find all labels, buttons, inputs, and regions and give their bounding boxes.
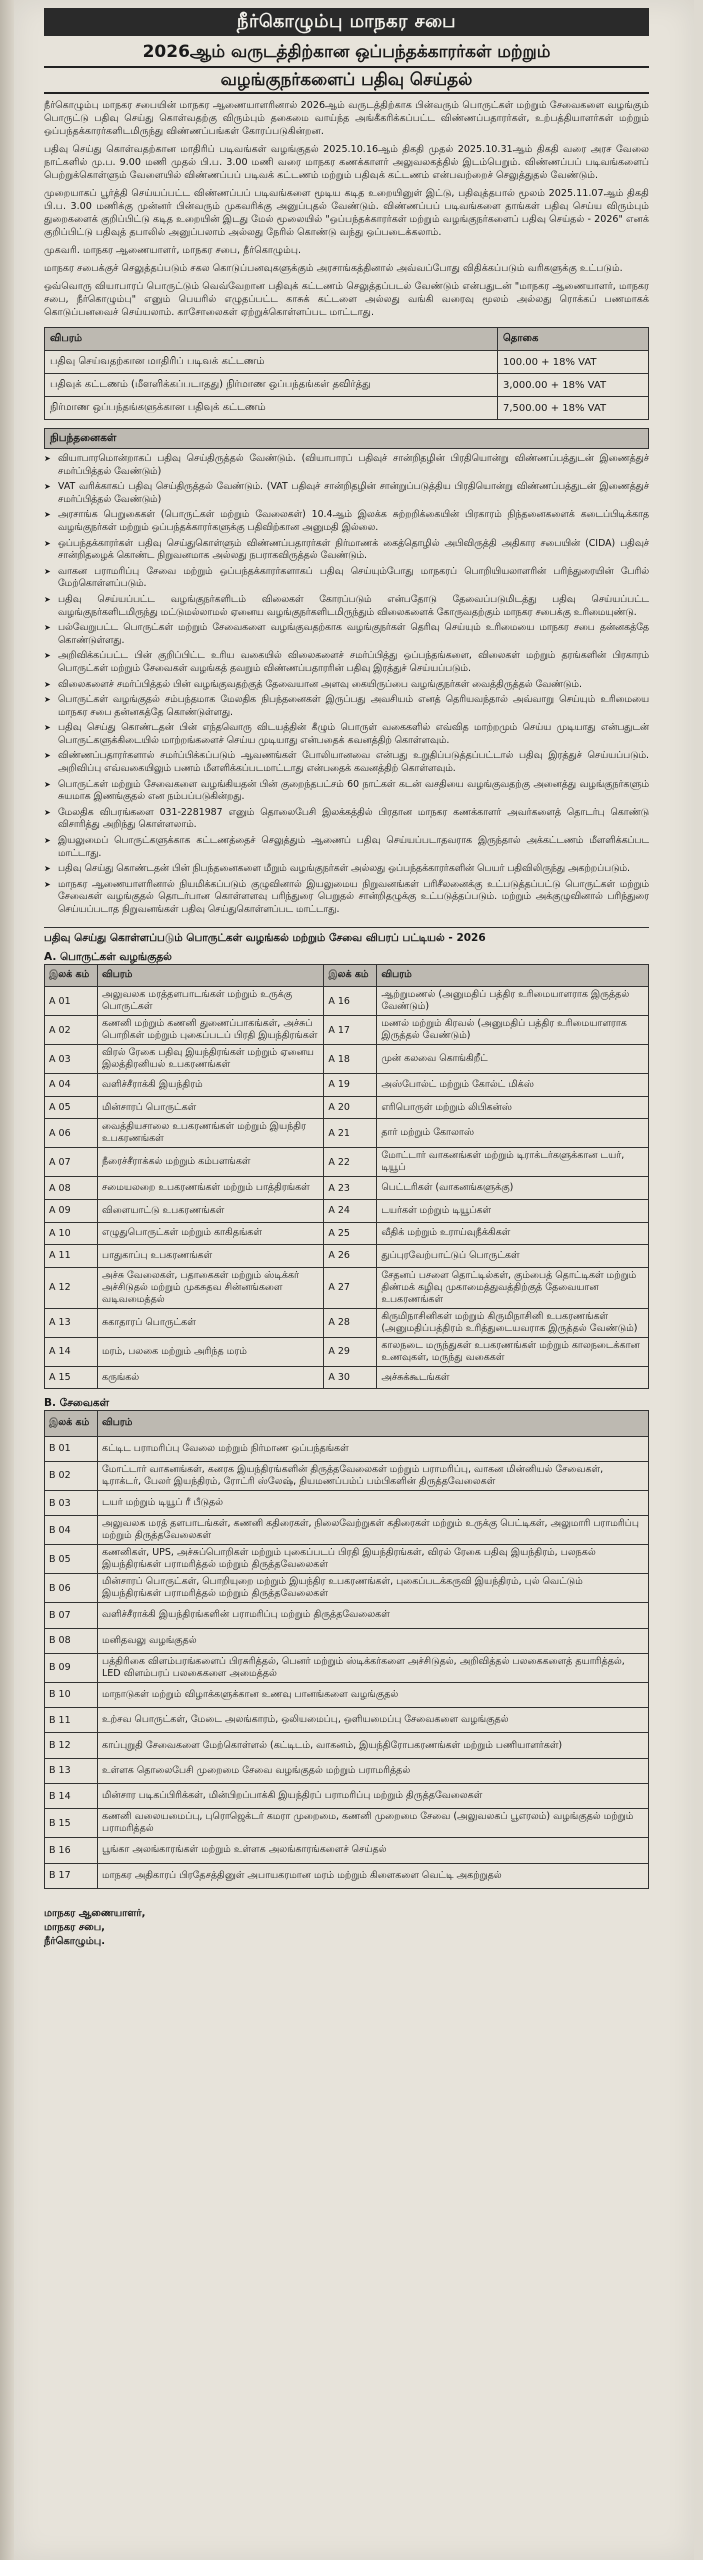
goods-desc: வைத்தியசாலை உபகரணங்கள் மற்றும் இயந்திர உபகரணங்கள் — [98, 1119, 324, 1148]
goods-col-desc: விபரம் — [98, 964, 324, 987]
services-code: B 02 — [45, 1461, 98, 1490]
goods-desc: விரல் ரேகை பதிவு இயந்திரங்கள் மற்றும் ஏனைய இலத்திரனியல் உபகரணங்கள் — [98, 1045, 324, 1074]
services-desc: கணனிகள், UPS, அச்சுப்பொறிகள் மற்றும் புகைப்படப் பிரதி இயந்திரங்கள், விரல் ரேகை பதிவு இயந்திரம், பலநகல் இயந்திரங்கள் பராமரித்தல் மற்றும் திருத்தவேலைகள் — [98, 1545, 649, 1574]
services-table — [44, 1410, 649, 1889]
services-code: B 11 — [45, 1708, 98, 1733]
goods-table-body — [45, 987, 649, 1389]
services-col-code: இலக் கம் — [45, 1411, 98, 1436]
goods-desc: கணனி மற்றும் கணனி துணைப்பாகங்கள், அச்சுப் பொறிகள் மற்றும் புகைப்படப் பிரதி இயந்திரங்கள் — [98, 1016, 324, 1045]
goods-row — [45, 1045, 649, 1074]
conditions-list — [44, 453, 649, 917]
goods-code: A 18 — [324, 1045, 377, 1074]
condition-item: ➤ அறிவிக்கப்பட்ட பின் குறிப்பிட்ட உரிய வகையில் விலைகளைச் சமர்ப்பித்து ஒப்பந்தங்களை, விலைகள் மற்றும் தரங்களின் பிரகாரம் பொருட்கள் மற்றும் சேவைகள் வழங்கத் தவறும் விண்ணப்பதாரரின் பதிவு இரத்துச் செய்யப்படும். — [44, 650, 649, 675]
goods-code: A 12 — [45, 1267, 98, 1308]
goods-row — [45, 1096, 649, 1119]
goods-code: A 07 — [45, 1148, 98, 1177]
goods-table-header — [45, 964, 649, 987]
services-col-desc: விபரம் — [98, 1411, 649, 1436]
goods-desc: தார் மற்றும் கோலாஸ் — [377, 1119, 649, 1148]
services-code: B 03 — [45, 1490, 98, 1515]
services-table-header — [45, 1411, 649, 1436]
notice-content — [44, 8, 649, 1949]
goods-code: A 24 — [324, 1199, 377, 1222]
signature-line: மாநகர சபை, — [44, 1921, 105, 1933]
services-row — [45, 1682, 649, 1707]
goods-desc: காலநடை மருந்துகள் உபகரணங்கள் மற்றும் காலநடைக்கான உணவுகள், மருந்து வகைகள் — [377, 1337, 649, 1366]
goods-row — [45, 987, 649, 1016]
services-desc: மோட்டார் வாகனங்கள், கனரக இயந்திரங்களின் திருத்தவேலைகள் மற்றும் பராமரிப்பு, வாகன மின்னியல் சேவைகள், டிராக்டர், பேலர் இயந்திரம், ரோட்ரி ஸ்லேஷ், நியமணப்பம்ப் பம்பிகளின் திருத்தவேலைகள் — [98, 1461, 649, 1490]
page-edge — [0, 0, 14, 2560]
goods-table — [44, 964, 649, 1390]
notice-title-line1: 2026ஆம் வருடத்திற்கான ஒப்பந்தக்காரர்கள் மற்றும் — [142, 42, 551, 62]
condition-item: ➤ பதிவு செய்து கொண்டதன் பின் நிபந்தனைகளை மீறும் வழங்குநர்கள் அல்லது ஒப்பந்தக்காரர்களின் பெயர் பதிவிலிருந்து அகற்றப்படும். — [44, 863, 649, 876]
services-row — [45, 1490, 649, 1515]
goods-code: A 04 — [45, 1074, 98, 1097]
services-row — [45, 1758, 649, 1783]
goods-code: A 10 — [45, 1222, 98, 1245]
goods-desc: அச்சுக்கூடங்கள் — [377, 1366, 649, 1389]
goods-desc: முன் கலவை கொங்கிறீட் — [377, 1045, 649, 1074]
services-code: B 12 — [45, 1733, 98, 1758]
fee-table — [44, 327, 649, 420]
goods-desc: சேதனப் பசளை தொட்டில்கள், கும்பைத் தொட்டிகள் மற்றும் திண்மக் கழிவு முகாமைத்துவத்திற்குத் தேவையான உபகரணங்கள் — [377, 1267, 649, 1308]
fee-col-desc: விபரம் — [45, 328, 498, 351]
services-desc: கட்டிட பராமரிப்பு வேலை மற்றும் நிர்மாண ஒப்பந்தங்கள் — [98, 1436, 649, 1461]
condition-item: ➤ பொருட்கள் மற்றும் சேவைகளை வழங்கியதன் பின் குறைந்தபட்சம் 60 நாட்கள் கடன் வசதியை வழங்குவதற்கு அனைத்து வழங்குநர்களும் சுயமாக இணங்குதல் என நம்பப்படுகின்றது. — [44, 779, 649, 804]
condition-item: ➤ மாநகர ஆணையாளரினால் நியமிக்கப்படும் குழுவினால் இயலுமைய நிறுவனங்கள் பரிசீலனைக்கு உட்படுத்தப்பட்டு பொருட்கள் மற்றும் சேவைகள் வழங்குதல் தொடர்பான கொள்ளளவு பரிந்துரை பெறுதல் சான்றிதழுக்கு உட்படுத்தப்படும். மற்றும் அக்குழுவினால் பரிந்துரை செய்யப்படாத நிறுவனங்கள் பதிவு செய்துகொள்ளப்பட மாட்டாது. — [44, 879, 649, 917]
goods-code: A 11 — [45, 1245, 98, 1268]
condition-item: ➤ VAT வரிக்காகப் பதிவு செய்திருத்தல் வேண்டும். (VAT பதிவுச் சான்றிதழின் சான்றுப்படுத்திய பிரதியொன்று விண்ணப்பத்துடன் இணைத்துச் சமர்ப்பித்தல் வேண்டும்) — [44, 481, 649, 506]
goods-desc: எரிபொருள் மற்றும் லிபிகன்ஸ் — [377, 1096, 649, 1119]
goods-row — [45, 1148, 649, 1177]
goods-desc: கிருமிநாசினிகள் மற்றும் கிருமிநாசினி உபகரணங்கள் (அனுமதிப்பத்திரம் உரித்துடையவராக இருத்தல் வேண்டும்) — [377, 1308, 649, 1337]
condition-item: ➤ இயலுமைப் பொருட்களுக்காக கட்டணத்தைச் செலுத்தும் ஆணைப் பதிவு செய்யப்படாதவராக இருந்தால் அக்கட்டணம் மீளளிக்கப்பட மாட்டாது. — [44, 835, 649, 860]
condition-item: ➤ விண்ணப்பதாரர்களால் சமர்ப்பிக்கப்படும் ஆவணங்கள் போலியானவை என்பது உறுதிப்படுத்தப்பட்டால் பதிவு இரத்துச் செய்யப்படும். அறிவிப்பு எவ்வகையிலும் பணம் மீளளிக்கப்படமாட்டாது என்பதைக் கவனத்திற் கொள்ளவும். — [44, 750, 649, 775]
part-a-title: A. பொருட்கள் வழங்குதல் — [44, 950, 172, 963]
goods-code: A 26 — [324, 1245, 377, 1268]
goods-desc: சுகாதாரப் பொருட்கள் — [98, 1308, 324, 1337]
services-table-body — [45, 1436, 649, 1888]
fee-desc: பதிவு செய்வதற்கான மாதிரிப் படிவக் கட்டணம் — [45, 351, 498, 374]
signature-block — [44, 1907, 649, 1949]
goods-code: A 02 — [45, 1016, 98, 1045]
submission-paragraph: முறையாகப் பூர்த்தி செய்யப்பட்ட விண்ணப்பப் படிவங்களை மூடிய கடித உறையினுள் இட்டு, பதிவுத்தபால் மூலம் 2025.11.07ஆம் திகதி பி.ப. 3.00 மணிக்கு முன்னர் பின்வரும் முகவரிக்கு அனுப்புதல் வேண்டும். விண்ணப்பப் படிவங்களை தாங்கள் பதிவு செய்ய விரும்பும் துறைகளைக் குறிப்பிட்டு கடித உறையின் இடது மேல் மூலையில் "ஒப்பந்தக்காரர்கள் மற்றும் வழங்குநர்களைப் பதிவு செய்தல் - 2026" எனக் குறிப்பிட்டு பதிவுத் தபாலில் அனுப்பலாம் அல்லது நேரில் கொண்டு வந்து ஒப்படைக்கலாம். — [44, 188, 649, 238]
goods-row — [45, 1267, 649, 1308]
services-row — [45, 1516, 649, 1545]
services-row — [45, 1733, 649, 1758]
goods-desc: டயர்கள் மற்றும் டியூப்கள் — [377, 1199, 649, 1222]
condition-item: ➤ வியாபாரமொன்றாகப் பதிவு செய்திருத்தல் வேண்டும். (வியாபாரப் பதிவுச் சான்றிதழின் பிரதியொன்று விண்ணப்பத்துடன் இணைத்துச் சமர்ப்பித்தல் வேண்டும்) — [44, 453, 649, 478]
services-row — [45, 1574, 649, 1603]
condition-item: ➤ பல்வேறுபட்ட பொருட்கள் மற்றும் சேவைகளை வழங்குவதற்காக வழங்குநர்கள் தெரிவு செய்யும் உரிமையை மாநகர சபை தன்னகத்தே கொண்டுள்ளது. — [44, 622, 649, 647]
services-code: B 09 — [45, 1653, 98, 1682]
signature-line: நீர்கொழும்பு. — [44, 1935, 106, 1947]
goods-desc: விளையாட்டு உபகரணங்கள் — [98, 1199, 324, 1222]
payment-paragraph: ஒவ்வொரு வியாபாரப் பொருட்டும் வெவ்வேறான பதிவுக் கட்டணம் செலுத்தப்படல் வேண்டும் என்பதுடன் "மாநகர ஆணையாளர், மாநகர சபை, நீர்கொழும்பு" எனும் பெயரில் எழுதப்பட்ட காசுக் கட்டளை அல்லது வங்கி வரைவு மூலம் அல்லது ரொக்கப் பணமாகக் கொடுப்பனவைச் செய்யலாம். காசோலைகள் ஏற்றுக்கொள்ளப்பட மாட்டாது. — [44, 281, 649, 318]
goods-row — [45, 1074, 649, 1097]
goods-code: A 20 — [324, 1096, 377, 1119]
fee-row — [45, 351, 649, 374]
services-desc: மின்சாரப் பொருட்கள், பொறியுறை மற்றும் இயந்திர உபகரணங்கள், புகைப்படக்கருவி இயந்திரம், புல் வெட்டும் இயந்திரங்கள் பராமரித்தல் மற்றும் திருத்தவேலைகள் — [98, 1574, 649, 1603]
services-desc: கணனி வலையமைப்பு, புரொஜெக்டர் கமரா முறைமை, கணனி முறைமை சேவை (அலுவலகப் பூஎரலம்) வழங்குதல் மற்றும் பராமரித்தல் — [98, 1809, 649, 1838]
goods-desc: மின்சாரப் பொருட்கள் — [98, 1096, 324, 1119]
goods-code: A 06 — [45, 1119, 98, 1148]
services-desc: மின்சார படிகப்பிரிக்கள், மின்பிறப்பாக்கி இயந்திரப் பராமரிப்பு மற்றும் திருத்தவேலைகள் — [98, 1784, 649, 1809]
fee-table-header — [45, 328, 649, 351]
goods-code: A 01 — [45, 987, 98, 1016]
services-desc: மனிதவலு வழங்குதல் — [98, 1628, 649, 1653]
services-row — [45, 1863, 649, 1888]
services-desc: காப்புறுதி சேவைகளை மேற்கொள்ளல் (கட்டிடம், வாகனம், இயந்திரோபகரணங்கள் மற்றும் பணியாளர்கள்) — [98, 1733, 649, 1758]
fee-row — [45, 397, 649, 420]
goods-desc: அச்சு வேலைகள், பதாகைகள் மற்றும் ஸ்டிக்கர் அச்சிடுதல் மற்றும் முகசுதவ சின்னங்களை வடிவமைத்தல் — [98, 1267, 324, 1308]
goods-desc: வீதிக் மற்றும் உராய்வுநீக்கிகள் — [377, 1222, 649, 1245]
goods-col-code: இலக் கம் — [324, 964, 377, 987]
notice-paper — [14, 0, 694, 2560]
services-code: B 10 — [45, 1682, 98, 1707]
goods-row — [45, 1119, 649, 1148]
goods-code: A 19 — [324, 1074, 377, 1097]
goods-row — [45, 1366, 649, 1389]
goods-row — [45, 1245, 649, 1268]
services-desc: டயர் மற்றும் டியூப் ரீ பீடுதல் — [98, 1490, 649, 1515]
address-paragraph: முகவரி. மாநகர ஆணையாளர், மாநகர சபை, நீர்கொழும்பு. — [44, 245, 302, 256]
services-row — [45, 1784, 649, 1809]
fee-amount: 100.00 + 18% VAT — [498, 351, 649, 374]
goods-code: A 29 — [324, 1337, 377, 1366]
goods-row — [45, 1177, 649, 1200]
goods-code: A 23 — [324, 1177, 377, 1200]
services-row — [45, 1603, 649, 1628]
goods-desc: சமையலறை உபகரணங்கள் மற்றும் பாத்திரங்கள் — [98, 1177, 324, 1200]
condition-item: ➤ விலைகளைச் சமர்ப்பித்தல் பின் வழங்குவதற்குத் தேவையான அளவு கையிருப்பை வழங்குநர்கள் வைத்திருத்தல் வேண்டும். — [44, 679, 649, 692]
goods-col-desc: விபரம் — [377, 964, 649, 987]
form-issue-paragraph: பதிவு செய்து கொள்வதற்கான மாதிரிப் படிவங்கள் வழங்குதல் 2025.10.16ஆம் திகதி முதல் 2025.10.31ஆம் திகதி வரை அரச வேலை நாட்களில் மு.ப. 9.00 மணி முதல் பி.ப. 3.00 மணி வரை மாநகர கணக்காளர் அலுவலகத்தில் இடம்பெறும். விண்ணப்பப் படிவங்களைப் பெற்றுக்கொள்ளும் வேளையில் விண்ணப்பப் படிவக் கட்டணம் மற்றும் பதிவுக் கட்டணம் என்பவற்றைச் செலுத்துதல் வேண்டும். — [44, 144, 649, 181]
services-code: B 13 — [45, 1758, 98, 1783]
tax-paragraph: மாநகர சபைக்குச் செலுத்தப்படும் சகல கொடுப்பனவுகளுக்கும் அரசாங்கத்தினால் அவ்வப்போது விதிக்கப்படும் வரிகளுக்கு உட்படும். — [44, 263, 623, 274]
goods-row — [45, 1222, 649, 1245]
goods-row — [45, 1308, 649, 1337]
services-desc: வளிச்சீராக்கி இயந்திரங்களின் பராமரிப்பு மற்றும் திருத்தவேலைகள் — [98, 1603, 649, 1628]
goods-desc: கருங்கல் — [98, 1366, 324, 1389]
services-code: B 15 — [45, 1809, 98, 1838]
goods-code: A 22 — [324, 1148, 377, 1177]
condition-item: ➤ மேலதிக விபரங்களை 031-2281987 எனும் தொலைபேசி இலக்கத்தில் பிரதான மாநகர கணக்காளர் அவர்களைத் தொடர்பு கொண்டு விசாரித்து அறிந்து கொள்ளலாம். — [44, 807, 649, 832]
goods-desc: ஆற்றுமணல் (அனுமதிப் பத்திர உரிமையாளராக இருத்தல் வேண்டும்) — [377, 987, 649, 1016]
goods-row — [45, 1016, 649, 1045]
goods-desc: மணல் மற்றும் கிரவல் (அனுமதிப் பத்திர உரிமையாளராக இருத்தல் வேண்டும்) — [377, 1016, 649, 1045]
services-desc: பத்திரிகை விளம்பரங்களைப் பிரசுரித்தல், பெனர் மற்றும் ஸ்டிக்கர்களை அச்சிடுதல், அறிவித்தல் பலகைகளைத் தயாரித்தல், LED விளம்பரப் பலகைகளை அமைத்தல் — [98, 1653, 649, 1682]
condition-item: ➤ ஒப்பந்தக்காரர்கள் பதிவு செய்துகொள்ளும் விண்ணப்பதாரர்கள் நிர்மாணக் கைத்தொழில் அபிவிருத்தி அதிகார சபையின் (CIDA) பதிவுச் சான்றிதழைக் கொண்ட நிறுவனமாக அல்லது நபராகவிருத்தல் வேண்டும். — [44, 538, 649, 563]
goods-code: A 15 — [45, 1366, 98, 1389]
goods-desc: நீரைச்சீராக்கல் மற்றும் கம்பளங்கள் — [98, 1148, 324, 1177]
goods-code: A 05 — [45, 1096, 98, 1119]
services-code: B 07 — [45, 1603, 98, 1628]
goods-code: A 17 — [324, 1016, 377, 1045]
goods-row — [45, 1337, 649, 1366]
services-row — [45, 1461, 649, 1490]
goods-code: A 27 — [324, 1267, 377, 1308]
council-name: நீர்கொழும்பு மாநகர சபை — [44, 8, 649, 36]
goods-code: A 03 — [45, 1045, 98, 1074]
goods-desc: வளிச்சீராக்கி இயந்திரம் — [98, 1074, 324, 1097]
services-row — [45, 1436, 649, 1461]
goods-desc: அஸ்போல்ட் மற்றும் கோல்ட் மிக்ஸ் — [377, 1074, 649, 1097]
goods-desc: பாதுகாப்பு உபகரணங்கள் — [98, 1245, 324, 1268]
services-desc: மாநகர அதிகாரப் பிரதேசத்தினுள் அபாயகரமான மரம் மற்றும் கிளைகளை வெட்டி அகற்றுதல் — [98, 1863, 649, 1888]
services-row — [45, 1809, 649, 1838]
services-code: B 17 — [45, 1863, 98, 1888]
fee-amount: 3,000.00 + 18% VAT — [498, 374, 649, 397]
condition-item: ➤ வாகன பராமரிப்பு சேவை மற்றும் ஒப்பந்தக்காரர்களாகப் பதிவு செய்யும்போது மாநகரப் பொறியியலாளரின் பரிந்துரையின் பேரில் மேற்கொள்ளப்படும். — [44, 566, 649, 591]
services-code: B 16 — [45, 1838, 98, 1863]
services-desc: அலுவலக மரத் தளபாடங்கள், கணனி கதிரைகள், நிலைவேற்றுகள் கதிரைகள் மற்றும் உருக்கு பெட்டிகள், அலுமாரி பராமரிப்பு மற்றும் திருத்தவேலைகள் — [98, 1516, 649, 1545]
goods-row — [45, 1199, 649, 1222]
services-desc: மாநாடுகள் மற்றும் விழாக்களுக்கான உணவு பானங்களை வழங்குதல் — [98, 1682, 649, 1707]
condition-item: ➤ பதிவு செய்யப்பட்ட வழங்குநர்களிடம் விலைகள் கோரப்படும் என்பதோடு தேவைப்படுமிடத்து பதிவு செய்யப்பட்ட வழங்குநர்களிடமிருந்து மட்டுமல்லாமல் ஏனைய வழங்குநர்களிடமிருந்தும் விலைகளைக் கோருவதற்கும் மாநகர சபைக்கு உரிமையுண்டு. — [44, 594, 649, 619]
fee-desc: நிர்மாண ஒப்பந்தங்களுக்கான பதிவுக் கட்டணம் — [45, 397, 498, 420]
goods-code: A 21 — [324, 1119, 377, 1148]
goods-col-code: இலக் கம் — [45, 964, 98, 987]
services-row — [45, 1708, 649, 1733]
condition-item: ➤ பதிவு செய்து கொண்டதன் பின் எந்தவொரு விடயத்தின் கீழும் பொருள் வகைகளில் எவ்வித மாற்றமும் செய்ய முடியாது என்பதுடன் பொருட்களுக்கிடையில் மாற்றங்களைச் செய்ய முடியாது என்பதைக் கவனத்திற் கொள்ளவும். — [44, 722, 649, 747]
fee-col-amount: தொகை — [498, 328, 649, 351]
services-row — [45, 1838, 649, 1863]
notice-title-line2: வழங்குநர்களைப் பதிவு செய்தல் — [44, 66, 649, 94]
goods-desc: பெட்டரிகள் (வாகனங்களுக்கு) — [377, 1177, 649, 1200]
services-row — [45, 1653, 649, 1682]
fee-desc: பதிவுக் கட்டணம் (மீளளிக்கப்படாதது) நிர்மாண ஒப்பந்தங்கள் தவிர்த்து — [45, 374, 498, 397]
goods-code: A 28 — [324, 1308, 377, 1337]
goods-code: A 30 — [324, 1366, 377, 1389]
fee-row — [45, 374, 649, 397]
services-row — [45, 1628, 649, 1653]
goods-desc: துப்புரவேற்பாட்டுப் பொருட்கள் — [377, 1245, 649, 1268]
goods-code: A 16 — [324, 987, 377, 1016]
conditions-title: நிபந்தனைகள் — [44, 428, 649, 449]
goods-code: A 08 — [45, 1177, 98, 1200]
fee-amount: 7,500.00 + 18% VAT — [498, 397, 649, 420]
services-code: B 01 — [45, 1436, 98, 1461]
condition-item: ➤ அரசாங்க பெறுகைகள் (பொருட்கள் மற்றும் வேலைகள்) 10.4ஆம் இலக்க சுற்றறிக்கையின் பிரகாரம் நிந்தனைகளைக் கடைப்பிடிக்காத வழங்குநர்கள் மற்றும் ஒப்பந்தக்காரர்களுக்கு பதிவிற்கான அனுமதி இல்லை. — [44, 509, 649, 534]
intro-paragraph: நீர்கொழும்பு மாநகர சபையின் மாநகர ஆணையாளரினால் 2026ஆம் வருடத்திற்காக பின்வரும் பொருட்கள் மற்றும் சேவைகளை வழங்கும் பொருட்டு பதிவு செய்து கொள்வதற்கு விரும்பும் தகைமை வாய்ந்த அங்கீகரிக்கப்பட்ட விண்ணப்பதாரர்கள், உற்பத்தியாளர்கள் மற்றும் ஒப்பந்தக்காரர்களிடமிருந்து விண்ணப்பங்கள் கோரப்படுகின்றன. — [44, 100, 649, 137]
goods-desc: அலுவலக மரத்தளபாடங்கள் மற்றும் உருக்கு பொருட்கள் — [98, 987, 324, 1016]
goods-code: A 25 — [324, 1222, 377, 1245]
services-code: B 14 — [45, 1784, 98, 1809]
services-row — [45, 1545, 649, 1574]
services-code: B 04 — [45, 1516, 98, 1545]
services-code: B 08 — [45, 1628, 98, 1653]
services-desc: உற்சவ பொருட்கள், மேடை அலங்காரம், ஒலியமைப்பு, ஒளியமைப்பு சேவைகளை வழங்குதல் — [98, 1708, 649, 1733]
goods-desc: மோட்டார் வாகனங்கள் மற்றும் டிராக்டர்களுக்கான டயர், டியூப் — [377, 1148, 649, 1177]
services-code: B 05 — [45, 1545, 98, 1574]
goods-code: A 14 — [45, 1337, 98, 1366]
services-desc: உள்ளக தொலைபேசி முறைமை சேவை வழங்குதல் மற்றும் பராமரித்தல் — [98, 1758, 649, 1783]
services-code: B 06 — [45, 1574, 98, 1603]
condition-item: ➤ பொருட்கள் வழங்குதல் சம்பந்தமாக மேலதிக நிபந்தனைகள் இருப்பது அவசியம் எனத் தெரியவந்தால் அவ்வாறு செய்யும் உரிமையை மாநகர சபை தன்னகத்தே கொண்டுள்ளது. — [44, 694, 649, 719]
services-desc: பூங்கா அலங்காரங்கள் மற்றும் உள்ளக அலங்காரங்களைச் செய்தல் — [98, 1838, 649, 1863]
goods-code: A 09 — [45, 1199, 98, 1222]
part-b-title: B. சேவைகள் — [44, 1397, 110, 1410]
signature-line: மாநகர ஆணையாளர், — [44, 1907, 146, 1919]
goods-desc: மரம், பலகை மற்றும் அரிந்த மரம் — [98, 1337, 324, 1366]
category-list-title: பதிவு செய்து கொள்ளப்படும் பொருட்கள் வழங்கல் மற்றும் சேவை விபரப் பட்டியல் - 2026 — [44, 927, 649, 945]
goods-desc: எழுதுபொருட்கள் மற்றும் காகிதங்கள் — [98, 1222, 324, 1245]
goods-code: A 13 — [45, 1308, 98, 1337]
